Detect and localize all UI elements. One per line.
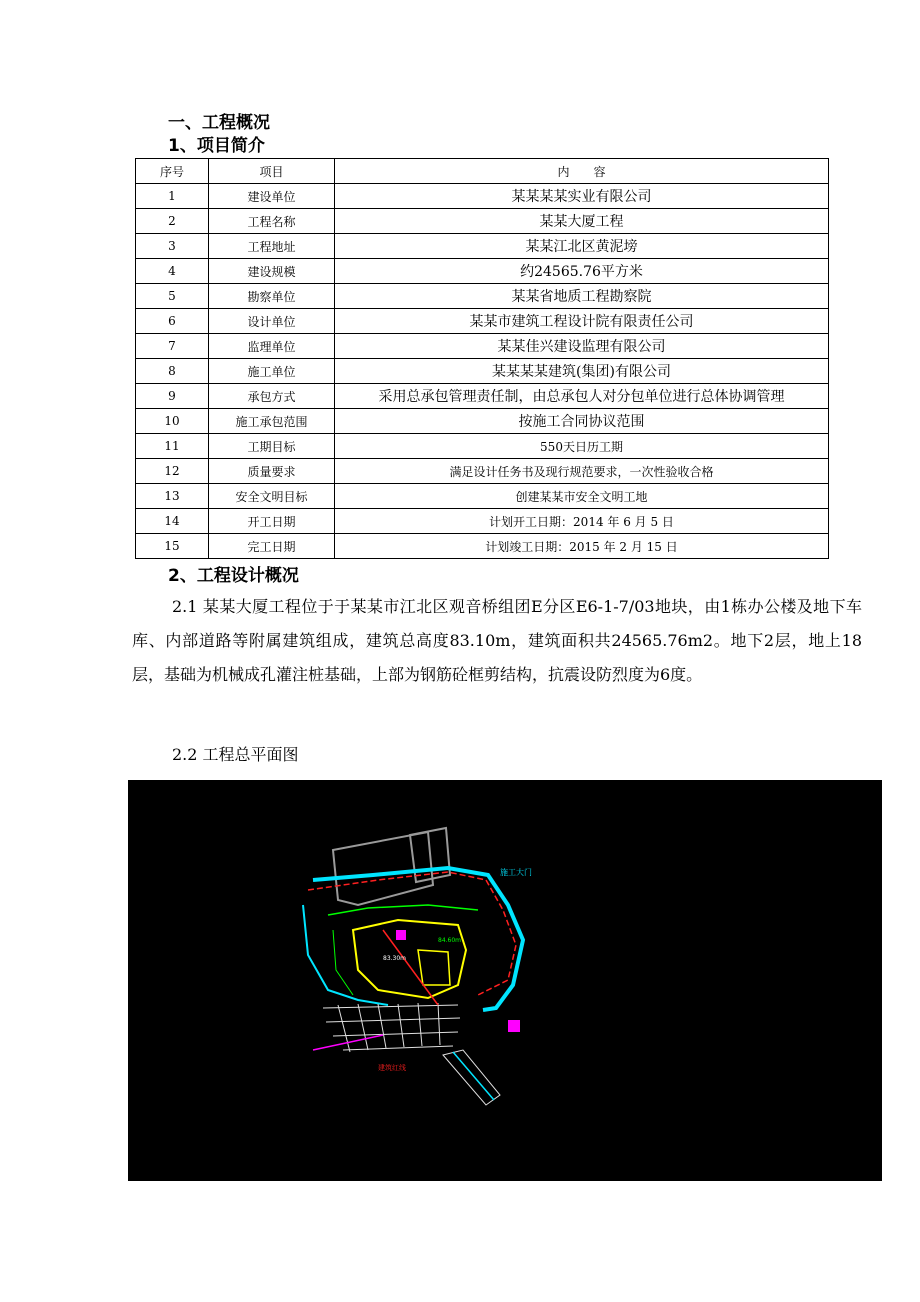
- row-index: 5: [136, 284, 209, 309]
- tower-core: [418, 950, 450, 985]
- row-content: 满足设计任务书及现行规范要求，一次性验收合格: [335, 459, 829, 484]
- table-row: [136, 459, 829, 484]
- table-row: [136, 309, 829, 334]
- marker-magenta: [396, 930, 406, 940]
- row-index: 8: [136, 359, 209, 384]
- row-content: 某某省地质工程勘察院: [335, 284, 829, 309]
- label-gate: 施工大门: [500, 868, 532, 877]
- table-row: [136, 284, 829, 309]
- table-row: [136, 384, 829, 409]
- row-item: 工期目标: [209, 434, 335, 459]
- row-index: 1: [136, 184, 209, 209]
- row-item: 完工日期: [209, 534, 335, 559]
- label-elev2: 84.60m: [438, 937, 462, 944]
- internal-road: [328, 905, 478, 915]
- boundary-wall-west: [303, 905, 388, 1005]
- row-index: 9: [136, 384, 209, 409]
- row-index: 15: [136, 534, 209, 559]
- row-content: 采用总承包管理责任制，由总承包人对分包单位进行总体协调管理: [335, 384, 829, 409]
- site-plan-drawing: [128, 780, 882, 1181]
- table-row: [136, 359, 829, 384]
- section-heading: 一、工程概况: [168, 113, 270, 133]
- table-row: [136, 484, 829, 509]
- row-item: 承包方式: [209, 384, 335, 409]
- row-index: 14: [136, 509, 209, 534]
- row-index: 2: [136, 209, 209, 234]
- existing-building-outline: [333, 832, 433, 905]
- label-elev1: 83.30m: [383, 955, 407, 962]
- row-content: 某某某某建筑(集团)有限公司: [335, 359, 829, 384]
- table-row: [136, 184, 829, 209]
- col-header-content: 内 容: [335, 159, 829, 184]
- row-content: 550天日历工期: [335, 434, 829, 459]
- row-content: 某某某某实业有限公司: [335, 184, 829, 209]
- table-row: [136, 534, 829, 559]
- row-content: 某某佳兴建设监理有限公司: [335, 334, 829, 359]
- magenta-line: [313, 1035, 383, 1050]
- row-item: 设计单位: [209, 309, 335, 334]
- project-info-table: [135, 158, 829, 559]
- row-item: 建设单位: [209, 184, 335, 209]
- row-item: 质量要求: [209, 459, 335, 484]
- marker-magenta-2: [508, 1020, 520, 1032]
- row-content: 某某大厦工程: [335, 209, 829, 234]
- subsection-heading-project-intro: 1、项目简介: [168, 136, 265, 156]
- table-row: [136, 509, 829, 534]
- site-plan-caption: 2.2 工程总平面图: [172, 745, 299, 764]
- row-content: 约24565.76平方米: [335, 259, 829, 284]
- row-content: 按施工合同协议范围: [335, 409, 829, 434]
- row-index: 11: [136, 434, 209, 459]
- row-index: 12: [136, 459, 209, 484]
- table-row: [136, 209, 829, 234]
- row-item: 监理单位: [209, 334, 335, 359]
- row-item: 工程名称: [209, 209, 335, 234]
- row-index: 6: [136, 309, 209, 334]
- table-row: [136, 234, 829, 259]
- row-content: 某某江北区黄泥塝: [335, 234, 829, 259]
- table-row: [136, 334, 829, 359]
- row-item: 建设规模: [209, 259, 335, 284]
- row-content: 计划开工日期：2014 年 6 月 5 日: [335, 509, 829, 534]
- row-content: 创建某某市安全文明工地: [335, 484, 829, 509]
- table-header-row: [136, 159, 829, 184]
- row-item: 安全文明目标: [209, 484, 335, 509]
- row-index: 10: [136, 409, 209, 434]
- design-overview-paragraph: 2.1 某某大厦工程位于于某某市江北区观音桥组团E分区E6-1-7/03地块，由1栋办公楼及地下车库、内部道路等附属建筑组成，建筑总高度83.10m，建筑面积共24565.76m2。地下2层，地上18层，基础为机械成孔灌注桩基础，上部为钢筋砼框剪结构，抗震设防烈度为6度。: [132, 597, 862, 684]
- table-row: [136, 259, 829, 284]
- ramp-edge: [453, 1052, 494, 1100]
- row-index: 7: [136, 334, 209, 359]
- row-index: 13: [136, 484, 209, 509]
- row-content: 某某市建筑工程设计院有限责任公司: [335, 309, 829, 334]
- table-row: [136, 409, 829, 434]
- parking-grid: [323, 1003, 460, 1052]
- col-header-index: 序号: [136, 159, 209, 184]
- row-item: 勘察单位: [209, 284, 335, 309]
- row-content: 计划竣工日期：2015 年 2 月 15 日: [335, 534, 829, 559]
- row-item: 施工单位: [209, 359, 335, 384]
- row-item: 工程地址: [209, 234, 335, 259]
- row-item: 开工日期: [209, 509, 335, 534]
- internal-road-2: [333, 930, 353, 995]
- subsection-heading-design: 2、工程设计概况: [168, 566, 299, 586]
- col-header-item: 项目: [209, 159, 335, 184]
- row-index: 3: [136, 234, 209, 259]
- site-plan-svg: [128, 780, 882, 1181]
- label-red-line: 建筑红线: [378, 1064, 406, 1072]
- table-row: [136, 434, 829, 459]
- row-item: 施工承包范围: [209, 409, 335, 434]
- row-index: 4: [136, 259, 209, 284]
- axis-line: [383, 930, 438, 1005]
